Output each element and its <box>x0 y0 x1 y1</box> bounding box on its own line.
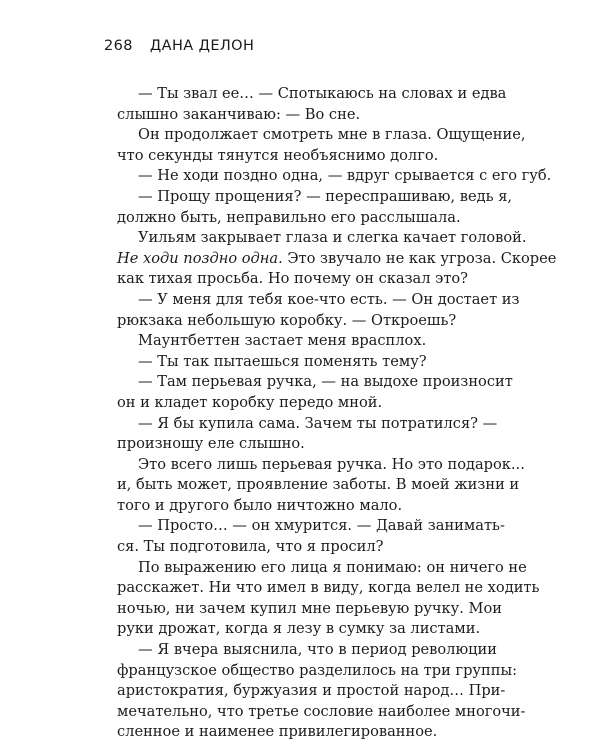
line-text: Маунтбеттен застает меня врасплох. <box>138 332 427 350</box>
text-line <box>117 146 497 167</box>
line-text: — Прощу прощения? — переспрашиваю, ведь я, <box>138 187 513 205</box>
line-text: как тихая просьба. Но почему он сказал это? <box>117 270 468 288</box>
text-line <box>117 599 502 620</box>
body-text <box>117 84 557 743</box>
line-text: аристократия, буржуазия и простой народ… При- <box>117 682 506 700</box>
text-line <box>117 434 497 455</box>
text-line <box>117 166 552 187</box>
text-line <box>117 249 557 270</box>
line-text: ночью, ни зачем купил мне перьевую ручку. Мои <box>117 599 502 617</box>
line-text: По выражению его лица я понимаю: он ничего не <box>138 558 527 576</box>
line-text: — У меня для тебя кое-что есть. — Он достает из <box>138 290 520 308</box>
line-text: — Ты звал ее… — Спотыкаюсь на словах и едва <box>138 85 507 102</box>
text-line <box>117 619 497 640</box>
text-line <box>117 269 497 290</box>
text-line <box>117 722 497 743</box>
text-line <box>117 372 513 393</box>
line-text: произношу еле слышно. <box>117 435 305 453</box>
text-line <box>117 516 505 537</box>
line-text: — Не ходи поздно одна, — вдруг срывается с его губ. <box>138 167 552 185</box>
line-text: Это звучало не как угроза. Скорее <box>282 249 557 267</box>
line-text: Это всего лишь перьевая ручка. Но это подарок... <box>138 455 525 473</box>
line-text: — Ты так пытаешься поменять тему? <box>138 352 427 370</box>
text-line <box>117 125 526 146</box>
line-text: мечательно, что третье сословие наиболее многочи- <box>117 702 526 720</box>
line-text: Он продолжает смотреть мне в глаза. Ощущение, <box>138 126 526 144</box>
running-header <box>104 38 254 54</box>
line-text: должно быть, неправильно его расслышала. <box>117 208 461 226</box>
text-line <box>117 208 497 229</box>
line-text: Уильям закрывает глаза и слегка качает головой. <box>138 229 527 247</box>
line-text: слышно заканчиваю: — Во сне. <box>117 105 361 123</box>
line-text: и, быть может, проявление заботы. В моей жизни и <box>117 476 520 494</box>
line-text: — Там перьевая ручка, — на выдохе произносит <box>138 373 513 391</box>
line-text: сленное и наименее привилегированное. <box>117 723 438 741</box>
line-text: — Я вчера выяснила, что в период революции <box>138 641 497 659</box>
line-text: рюкзака небольшую коробку. — Откроешь? <box>117 311 457 329</box>
text-line <box>117 475 520 496</box>
italic-phrase: Не ходи поздно одна. <box>117 249 283 267</box>
running-title: ДАНА ДЕЛОН <box>149 38 255 54</box>
page-number: 268 <box>104 38 133 54</box>
line-text: руки дрожат, когда я лезу в сумку за листами. <box>117 620 481 638</box>
text-line <box>117 702 526 723</box>
text-line <box>117 393 497 414</box>
text-line <box>117 331 497 352</box>
text-line <box>117 228 527 249</box>
text-line <box>117 414 497 435</box>
line-text: того и другого было ничтожно мало. <box>117 496 403 514</box>
text-line <box>117 537 497 558</box>
text-line <box>117 105 497 126</box>
text-line <box>117 578 540 599</box>
line-text: расскажет. Ни что имел в виду, когда велел не ходить <box>117 579 540 597</box>
text-line <box>117 352 497 373</box>
text-line <box>117 187 513 208</box>
text-line <box>117 661 517 682</box>
line-text: он и кладет коробку передо мной. <box>117 393 383 411</box>
text-line <box>117 558 527 579</box>
text-line <box>117 311 497 332</box>
text-line <box>117 681 506 702</box>
text-line <box>117 640 497 661</box>
line-text: — Я бы купила сама. Зачем ты потратился? — <box>138 414 498 432</box>
line-text: — Просто… — он хмурится. — Давай занимать- <box>138 517 505 535</box>
text-line <box>117 290 520 311</box>
text-line <box>117 84 507 105</box>
text-line <box>117 496 497 517</box>
line-text: ся. Ты подготовила, что я просил? <box>117 538 384 556</box>
line-text: французское общество разделилось на три группы: <box>117 661 517 679</box>
text-line <box>117 455 525 476</box>
line-text: что секунды тянутся необъяснимо долго. <box>117 146 439 164</box>
